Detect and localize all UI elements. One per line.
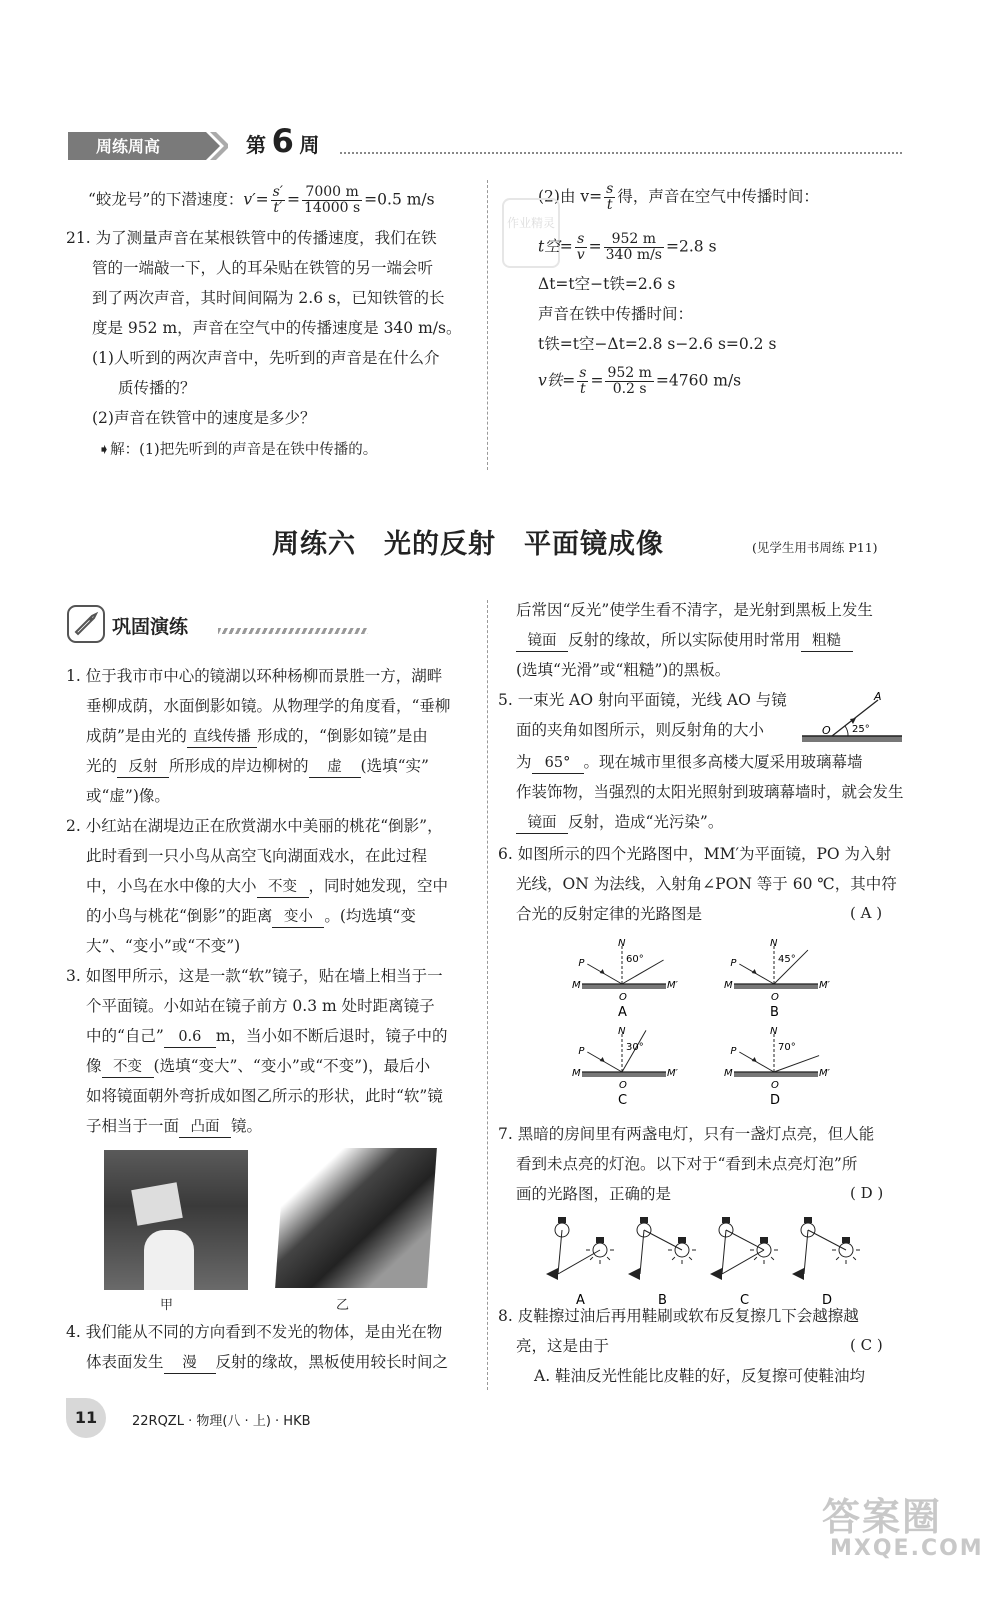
figure-label: C (740, 1293, 750, 1308)
q3-line: 个平面镜。小如站在镜子前方 0.3 m 处时距离镜子 (86, 997, 435, 1015)
q7-answer: ( D ) (850, 1184, 884, 1202)
q3-line: 像 不变 (选填“变大”、“变小”或“不变”)，最后小 (86, 1056, 430, 1078)
q5-line: 面的夹角如图所示，则反射角的大小 (516, 721, 765, 739)
label-m: M (572, 1068, 581, 1079)
diagram-stroke (836, 1257, 839, 1260)
q5-figure (796, 688, 906, 748)
solution-step: t铁=t空−Δt=2.8 s−2.6 s=0.2 s (538, 335, 777, 353)
q1-line: 垂柳成荫，水面倒影如镜。从物理学的角度看，“垂柳 (86, 697, 451, 715)
diagram-stroke (771, 1257, 774, 1260)
q3-line: 3. 如图甲所示，这是一款“软”镜子，贴在墙上相当于一 (66, 967, 443, 985)
q7-line: 7. 黑暗的房间里有两盏电灯，只有一盏灯点亮，但人能 (498, 1125, 875, 1143)
q3-line: 如将镜面朝外弯折成如图乙所示的形状，此时“软”镜 (86, 1087, 443, 1105)
q21-line: 21. 为了测量声音在某根铁管中的传播速度，我们在铁 (66, 229, 437, 247)
angle-label: 70° (778, 1042, 796, 1053)
label-n: N (618, 1026, 626, 1037)
subsection-title: 巩固演练 (112, 616, 189, 638)
photo-yi (275, 1148, 437, 1288)
q2-line: 2. 小红站在湖堤边正在欣赏湖水中美丽的桃花“倒影”， (66, 817, 443, 835)
figure-label: D (822, 1293, 833, 1308)
label-o: O (619, 992, 627, 1003)
arrow-icon: ➧ (98, 442, 111, 458)
diagram-stroke (590, 1257, 593, 1260)
q21-line: 质传播的？ (118, 379, 196, 397)
label-o: O (619, 1080, 627, 1091)
figure-label: B (770, 1005, 779, 1020)
q6-figure-c (570, 1026, 680, 1110)
solution-step: t空= $\frac{s}{v}$ = $\frac{952 m}{340 m/s}$ =2.8 s (538, 231, 717, 263)
label-m-prime: M′ (667, 980, 678, 991)
diagram-stroke (587, 964, 622, 984)
diagram-stroke (607, 1257, 610, 1260)
svg-text:A: A (874, 690, 882, 703)
q7-line: 看到未点亮的灯泡。以下对于“看到未点亮灯泡”所 (516, 1155, 858, 1173)
diagram-stroke (734, 1072, 818, 1077)
solution-step: Δt=t空−t铁=2.6 s (538, 275, 676, 293)
diagram-stroke (754, 1257, 757, 1260)
diagram-stroke (722, 1250, 764, 1274)
figure-label: A (618, 1005, 627, 1020)
section-ref: (见学生用书周练 P11) (752, 540, 878, 555)
q1-line: 或“虚”)像。 (86, 787, 170, 805)
label-p: P (578, 1046, 585, 1057)
label-m: M (724, 1068, 733, 1079)
angle-label: 60° (626, 954, 644, 965)
label-p: P (730, 1046, 737, 1057)
diagram-stroke (628, 1268, 640, 1280)
q21-line: 度是 952 m，声音在空气中的传播速度是 340 m/s。 (92, 319, 462, 337)
label-p: P (730, 958, 737, 969)
diagram-stroke (774, 1056, 819, 1072)
label-n: N (770, 938, 778, 949)
q21-line: (1)人听到的两次声音中，先听到的声音是在什么介 (92, 349, 440, 367)
photo-jia (104, 1150, 248, 1290)
q7-figure-c (704, 1212, 784, 1308)
diagram-stroke (678, 1237, 686, 1243)
angle-label: 30° (626, 1042, 644, 1053)
site-logo: 答案圈 (822, 1495, 943, 1539)
q2-line: 中，小鸟在水中像的大小 不变 ，同时她发现，空中 (86, 876, 448, 898)
diagram-stroke (726, 1230, 764, 1250)
header-dotted-rule (340, 152, 902, 154)
subsection-stripe (218, 628, 368, 634)
diagram-stroke (853, 1257, 856, 1260)
diagram-stroke (558, 1217, 566, 1223)
svg-text:25°: 25° (852, 724, 870, 735)
q5-line: 作装饰物，当强烈的太阳光照射到玻璃幕墙时，就会发生 (516, 783, 904, 801)
q3-line: 子相当于一面 凸面 镜。 (86, 1116, 262, 1138)
label-m-prime: M′ (819, 980, 830, 991)
q6-line: 合光的反射定律的光路图是 (516, 905, 703, 923)
q2-line: 此时看到一只小鸟从高空飞向湖面戏水，在此过程 (86, 847, 428, 865)
q4-cont-line: 后常因“反光”使学生看不清字，是光射到黑板上发生 (516, 601, 873, 619)
q6-figure-b (722, 938, 832, 1022)
page-number: 11 (66, 1398, 106, 1438)
q3-line: 中的“自己” 0.6 m，当小如不断后退时，镜子中的 (86, 1026, 448, 1048)
diagram-stroke (808, 1230, 846, 1250)
header-tag: 周练周高 (96, 137, 161, 156)
diagram-stroke (792, 1268, 804, 1280)
label-m: M (724, 980, 733, 991)
label-m-prime: M′ (819, 1068, 830, 1079)
q21-line: 管的一端敲一下，人的耳朵贴在铁管的另一端会听 (92, 259, 434, 277)
q1-line: 成荫”是由光的 直线传播 形成的，“倒影如镜”是由 (86, 726, 428, 748)
q2-line: 大”、“变小”或“不变”) (86, 937, 241, 955)
label-o: O (771, 1080, 779, 1091)
photo-label: 甲 (160, 1298, 174, 1313)
label-o: O (771, 992, 779, 1003)
speed-line: “蛟龙号”的下潜速度：v′= $\frac{s'}{t'}$ = $\frac{7000 m}{14000 s}$ =0.5 m/s (88, 184, 435, 216)
diagram-stroke (710, 1268, 722, 1280)
q6-line: 6. 如图所示的四个光路图中，MM′为平面镜，PO 为入射 (498, 845, 892, 863)
q2-line: 的小鸟与桃花“倒影”的距离 变小 。(均选填“变 (86, 906, 416, 928)
watermark-stamp: 作业精灵 (502, 198, 560, 268)
rocket-icon (66, 604, 108, 644)
diagram-stroke (722, 1217, 730, 1223)
q4-cont-line: (选填“光滑”或“粗糙”)的黑板。 (516, 661, 731, 679)
q1-line: 1. 位于我市市中心的镜湖以环种杨柳而景胜一方，湖畔 (66, 667, 443, 685)
diagram-stroke (587, 1052, 622, 1072)
q1-line: 光的 反射 所形成的岸边柳树的 虚 (选填“实” (86, 756, 429, 778)
book-code: 22RQZL · 物理(八 · 上) · HKB (132, 1414, 311, 1429)
figure-label: D (770, 1093, 781, 1108)
figure-label: B (658, 1293, 667, 1308)
label-n: N (770, 1026, 778, 1037)
solution-step: 声音在铁中传播时间： (538, 305, 694, 323)
q5-line: 镜面 反射，造成“光污染”。 (516, 812, 723, 834)
q21-line: (2)声音在铁管中的速度是多少？ (92, 409, 316, 427)
label-m: M (572, 980, 581, 991)
diagram-stroke (760, 1237, 768, 1243)
q4-line: 体表面发生 漫 反射的缘故，黑板使用较长时间之 (86, 1352, 448, 1374)
diagram-stroke (582, 984, 666, 989)
q5-line: 为 65° 。现在城市里很多高楼大厦采用玻璃幕墙 (516, 752, 863, 774)
diagram-stroke (672, 1257, 675, 1260)
q7-figure-d (786, 1212, 866, 1308)
q8-answer: ( C ) (850, 1336, 883, 1354)
diagram-stroke (689, 1257, 692, 1260)
label-p: P (578, 958, 585, 969)
section-title: 周练六 光的反射 平面镜成像 (272, 529, 664, 560)
week-title: 第 6 周 (246, 122, 320, 160)
q6-figure-a (570, 938, 680, 1022)
q6-answer: ( A ) (850, 904, 883, 922)
column-divider-bottom (487, 600, 488, 1390)
diagram-stroke (842, 1237, 850, 1243)
label-m-prime: M′ (667, 1068, 678, 1079)
photo-label: 乙 (336, 1298, 350, 1313)
diagram-stroke (644, 1230, 682, 1250)
q7-figure-b (622, 1212, 702, 1308)
angle-label: 45° (778, 954, 796, 965)
diagram-stroke (546, 1268, 558, 1280)
q8-line: 8. 皮鞋擦过油后再用鞋刷或软布反复擦几下会越擦越 (498, 1307, 859, 1325)
diagram-stroke (582, 1072, 666, 1077)
q8-line: 亮，这是由于 (516, 1337, 610, 1355)
diagram-stroke (734, 984, 818, 989)
q6-figure-d (722, 1026, 832, 1110)
diagram-stroke (739, 1052, 774, 1072)
diagram-stroke (739, 964, 774, 984)
q6-line: 光线，ON 为法线，入射角∠PON 等于 60 ℃，其中符 (516, 875, 897, 893)
svg-text:O: O (822, 724, 831, 737)
q21-line: 到了两次声音，其时间间隔为 2.6 s，已知铁管的长 (92, 289, 445, 307)
solution-line: ➧解：(1)把先听到的声音是在铁中传播的。 (98, 442, 378, 458)
q4-line: 4. 我们能从不同的方向看到不发光的物体，是由光在物 (66, 1323, 443, 1341)
q4-cont-line: 镜面 反射的缘故，所以实际使用时常用 粗糙 (516, 630, 853, 652)
diagram-stroke (804, 1217, 812, 1223)
figure-label: C (618, 1093, 628, 1108)
solution-step: (2)由 v= $\frac{s}{t}$ 得，声音在空气中传播时间： (538, 181, 819, 213)
figure-label: A (576, 1293, 585, 1308)
column-divider-top (487, 180, 488, 470)
q8-option: A. 鞋油反光性能比皮鞋的好，反复擦可使鞋油均 (534, 1367, 866, 1385)
diagram-stroke (558, 1250, 600, 1274)
solution-step: v铁= $\frac{s}{t}$ = $\frac{952 m}{0.2 s}$ =4760 m/s (538, 365, 742, 397)
q5-line: 5. 一束光 AO 射向平面镜，光线 AO 与镜 (498, 691, 787, 709)
diagram-stroke (640, 1217, 648, 1223)
label-n: N (618, 938, 626, 949)
diagram-stroke (596, 1237, 604, 1243)
site-url: MXQE.COM (830, 1536, 984, 1561)
q7-line: 画的光路图，正确的是 (516, 1185, 672, 1203)
q7-figure-a (540, 1212, 620, 1308)
